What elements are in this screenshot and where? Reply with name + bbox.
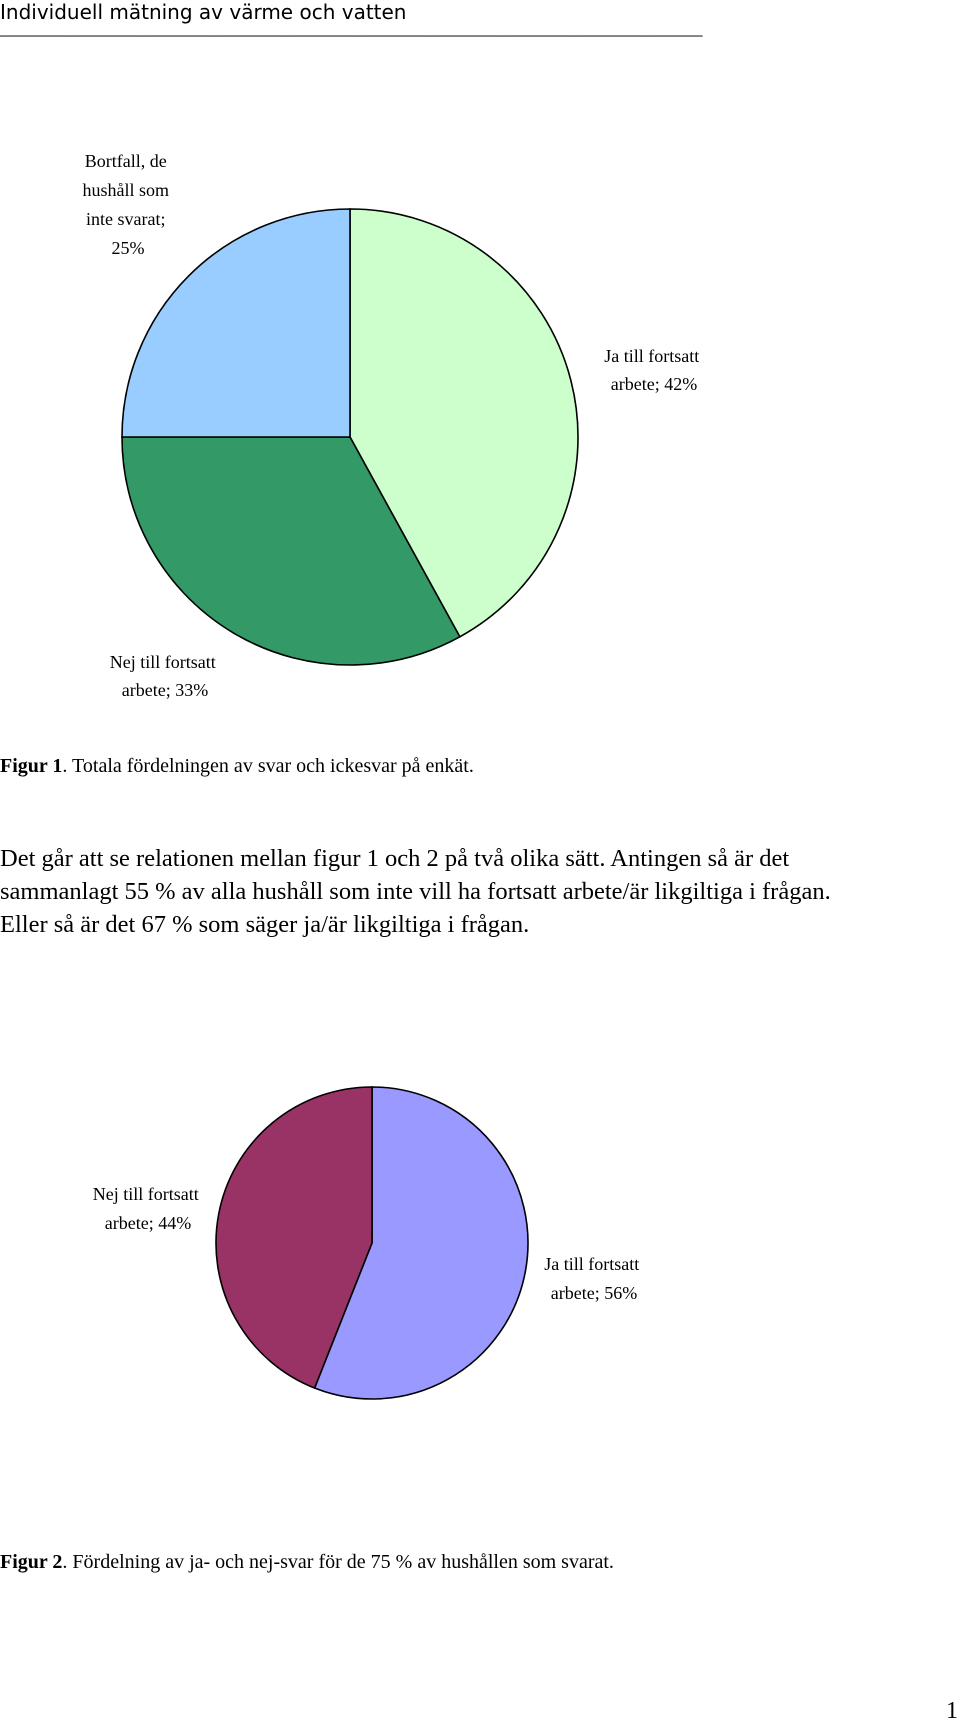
paragraph-line: Det går att se relationen mellan figur 1 och 2 på två olika sätt. Antingen så är det (0, 845, 790, 872)
pie2-label-nej: Nej till fortsatt arbete; 44% (92, 1184, 199, 1233)
pie1-label-nej: Nej till fortsatt arbete; 33% (109, 652, 216, 700)
page-number: 1 (946, 1698, 958, 1724)
figure2-caption-label: Figur 2 (0, 1551, 63, 1573)
figure2-caption (0, 1551, 614, 1574)
pie1-label-ja: Ja till fortsatt arbete; 42% (604, 346, 700, 394)
pie1-label-bortfall: Bortfall, de hushåll som inte svarat; 25% (82, 151, 170, 258)
figure2-caption-text: . Fördelning av ja- och nej-svar för de 75 % av hushållen som svarat. (62, 1551, 614, 1573)
pie2-label-ja: Ja till fortsatt arbete; 56% (544, 1254, 640, 1303)
paragraph-line: Eller så är det 67 % som säger ja/är likgiltiga i frågan. (0, 911, 530, 938)
document-header-title: Individuell mätning av värme och vatten (0, 0, 407, 24)
figure1-caption-text: . Totala fördelningen av svar och ickesvar på enkät. (62, 755, 474, 777)
paragraph-line: sammanlagt 55 % av alla hushåll som inte vill ha fortsatt arbete/är likgiltiga i frågan. (0, 878, 831, 905)
figure1-caption-label: Figur 1 (0, 755, 63, 777)
header-rule: ______________________________________________________________________________ (0, 18, 702, 39)
